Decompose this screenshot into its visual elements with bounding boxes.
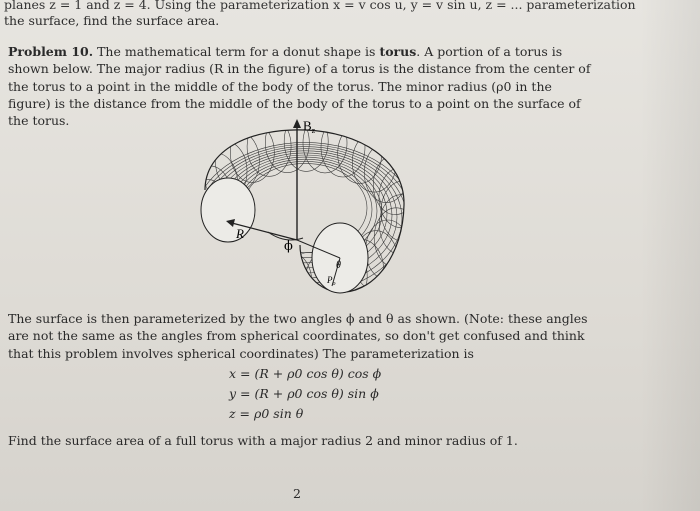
equation-z: z = ρ0 sin θ xyxy=(229,406,304,421)
equation-y: y = (R + ρ0 cos θ) sin ϕ xyxy=(229,386,379,401)
problem-term: torus xyxy=(379,44,417,59)
equation-x: x = (R + ρ0 cos θ) cos ϕ xyxy=(229,366,382,381)
header-line-1: planes z = 1 and z = 4. Using the parameterization x = v cos u, y = v sin u, z = ... parameterization xyxy=(4,0,636,12)
parameterization-paragraph: The surface is then parameterized by the two angles ϕ and θ as shown. (Note: these angles are not the same as the angles from spherical coordinates, so don't get confused and think that this problem involves spherical coordinates) The parameterization is xyxy=(8,311,588,361)
left-cross-section xyxy=(201,178,255,242)
header-line-2: the surface, find the surface area. xyxy=(4,13,220,28)
problem-intro: The mathematical term for a donut shape is xyxy=(97,44,376,59)
bz-label: $B_z$ xyxy=(303,118,316,135)
problem-label: Problem 10. xyxy=(8,44,94,59)
phi-label: ϕ xyxy=(284,239,293,254)
question-paragraph: Find the surface area of a full torus with a major radius 2 and minor radius of 1. xyxy=(8,433,518,448)
theta-label: θ xyxy=(336,260,341,271)
rho-label: $P_o$ xyxy=(327,275,336,287)
problem-text: . A portion of a torus is shown below. The major radius (R in the figure) of a torus is the distance from the center of the torus to a point in the middle of the body of the torus. The minor radius (ρ0 in the figure) is the distance from the middle of the body of the torus to a point on the surface of the torus. xyxy=(8,44,591,129)
page-number: 2 xyxy=(293,486,301,501)
r-label: R xyxy=(236,226,244,241)
